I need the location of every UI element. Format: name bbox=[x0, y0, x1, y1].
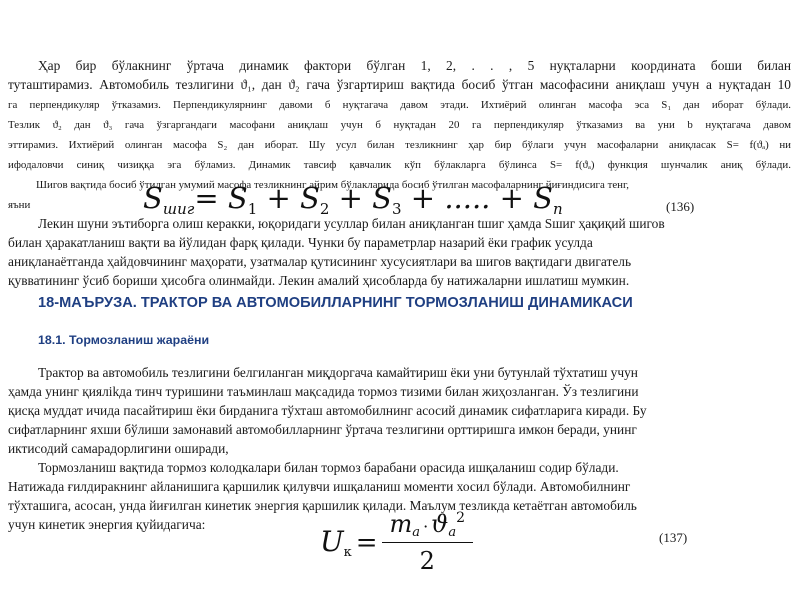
text-line: Тормозланиш вақтида тормоз колодкалари билан тормоз барабани орасида ишқаланиш содир бўлади. bbox=[38, 460, 619, 475]
eq-subscript: 2 bbox=[319, 200, 330, 218]
paragraph-perpendicular bbox=[8, 95, 791, 175]
text-line: яъни bbox=[8, 199, 31, 211]
text-line: Лекин шуни эътиборга олиш керакки, юқоридаги усуллар билан аниқланган tшиг ҳамда Sшиг ҳақиқий шигов bbox=[38, 216, 665, 231]
text-line: Шигов вақтида босиб ўтилган умумий масофа тезликнинг айрим бўлакларида босиб ўтилган масофаларнинг йиғиндисига тенг, bbox=[36, 179, 629, 191]
text-line: туташтирамиз. Автомобиль тезлигини ϑ₁, дан ϑ₂ гача ўзгартириш вақтида босиб ўтган масофасини аниқлаш учун а нуқтадан 10 bbox=[8, 77, 791, 92]
eq-multiply: · bbox=[423, 517, 429, 536]
text-line: аниқланаётганда ҳайдовчининг маҳорати, узатмалар қутисининг хусусиятлари ва шигов вақтидаги двигатель bbox=[8, 254, 632, 269]
paragraph-caveat bbox=[8, 214, 791, 290]
eq-velocity-exponent: 2 bbox=[456, 510, 465, 526]
eq-term: + S bbox=[257, 181, 320, 215]
text-line: Трактор ва автомобиль тезлигини белгиланган миқдоргача камайтириш ёки уни бутунлай тўхтатиш учун bbox=[38, 365, 638, 380]
eq-subscript: 1 bbox=[247, 200, 258, 218]
text-line: Натижада ғилдиракнинг айланишига қаршилик қилувчи ишқаланиш моменти хосил бўлади. Автомобилнинг bbox=[8, 479, 631, 494]
text-line: учун кинетик энергия қуйидагича: bbox=[8, 517, 206, 532]
eq-equals: = bbox=[355, 527, 378, 558]
eq-lhs-subscript: шиг bbox=[162, 200, 195, 218]
eq-lhs-subscript: к bbox=[343, 545, 352, 560]
text-line: эттирамиз. Ихтиёрий олинган масофа S₂ дан иборат. Шу усул билан тезликнинг ҳар бир бўлаги учун масофаларни аниқласак S= f(ϑₐ) ни bbox=[8, 139, 791, 151]
paragraph-braking bbox=[8, 363, 791, 534]
eq-term: + ..... + S bbox=[401, 181, 554, 215]
text-line: га перпендикуляр ўтказамиз. Перпендикулярнинг давоми б нуқтагача давом этади. Ихтиёрий олинган масофа эса S₁ дан иборат бўлади. bbox=[8, 99, 791, 111]
eq-subscript: 3 bbox=[392, 200, 402, 218]
text-line: билан ҳаракатланиш вақти ва йўлидан фарқ қилади. Чунки бу параметрлар назарий ёки график усулда bbox=[8, 235, 593, 250]
text-line: иктисодий самарадорлигини оширади, bbox=[8, 441, 229, 456]
eq-velocity: ϑ bbox=[431, 510, 449, 538]
lecture-heading: 18-МАЪРУЗА. ТРАКТОР ВА АВТОМОБИЛЛАРНИНГ ТОРМОЗЛАНИШ ДИНАМИКАСИ bbox=[38, 295, 633, 311]
text-line: ифодаловчи синиқ чизиққа эга бўламиз. Динамик тавсиф қавчалик кўп бўлакларга бўлинса S= f(ϑₐ) функция шунчалик аниқ бўлади. bbox=[8, 159, 791, 171]
eq-subscript: n bbox=[553, 200, 563, 218]
text-line: қисқа муддат ичида пасайтириш ёки бирданига тўхташ автомобилнинг асосий динамик сифатларига киради. Бу bbox=[8, 403, 647, 418]
text-line: қувватининг ўсиб бориши ҳисобга олинмайди. Лекин амалий ҳисобларда бу натижаларни ишлатиш мумкин. bbox=[8, 273, 630, 288]
text-line: Тезлик ϑ₂ дан ϑ₃ гача ўзгаргандаги масофани аниқлаш учун б нуқтадан 20 га перпендикуляр ўтказамиз ва уни b нуқтагача давом bbox=[8, 119, 791, 131]
equation-number-136: (136) bbox=[666, 199, 695, 214]
text-line: ҳамда унинг қиялikда тинч туришини таъминлаш мақсадида тормоз тизими билан жиҳозланган. Ўз тезлигини bbox=[8, 384, 639, 399]
eq-denominator: 2 bbox=[419, 547, 435, 575]
eq-term: = S bbox=[194, 181, 248, 215]
eq-term: + S bbox=[329, 181, 393, 215]
eq-lhs: S bbox=[143, 181, 163, 215]
section-heading: 18.1. Тормозланиш жараёни bbox=[38, 333, 210, 347]
text-line: тўхташига, асосан, унда йиғилган кинетик энергия қаршилик қилади. Маълум тезликда кетаётган автомобиль bbox=[8, 498, 637, 513]
eq-lhs: U bbox=[320, 525, 344, 558]
paragraph-intro bbox=[8, 56, 791, 94]
eq-numerator bbox=[382, 510, 473, 543]
eq-fraction bbox=[382, 510, 473, 575]
text-line: сифатларнинг яхши бўлиши замонавий автомобилларнинг ўртача тезлигини орттиришга имкон беради, унинг bbox=[8, 422, 637, 437]
equation-number-137: (137) bbox=[659, 530, 688, 545]
text-line: Ҳар бир бўлакнинг ўртача динамик фактори бўлган 1, 2, . . , 5 нуқталарни координата боши билан bbox=[38, 58, 791, 73]
eq-mass-subscript: a bbox=[412, 525, 421, 540]
eq-mass: m bbox=[389, 510, 413, 538]
equation-137 bbox=[320, 510, 473, 575]
eq-velocity-subscript: a bbox=[448, 525, 457, 540]
